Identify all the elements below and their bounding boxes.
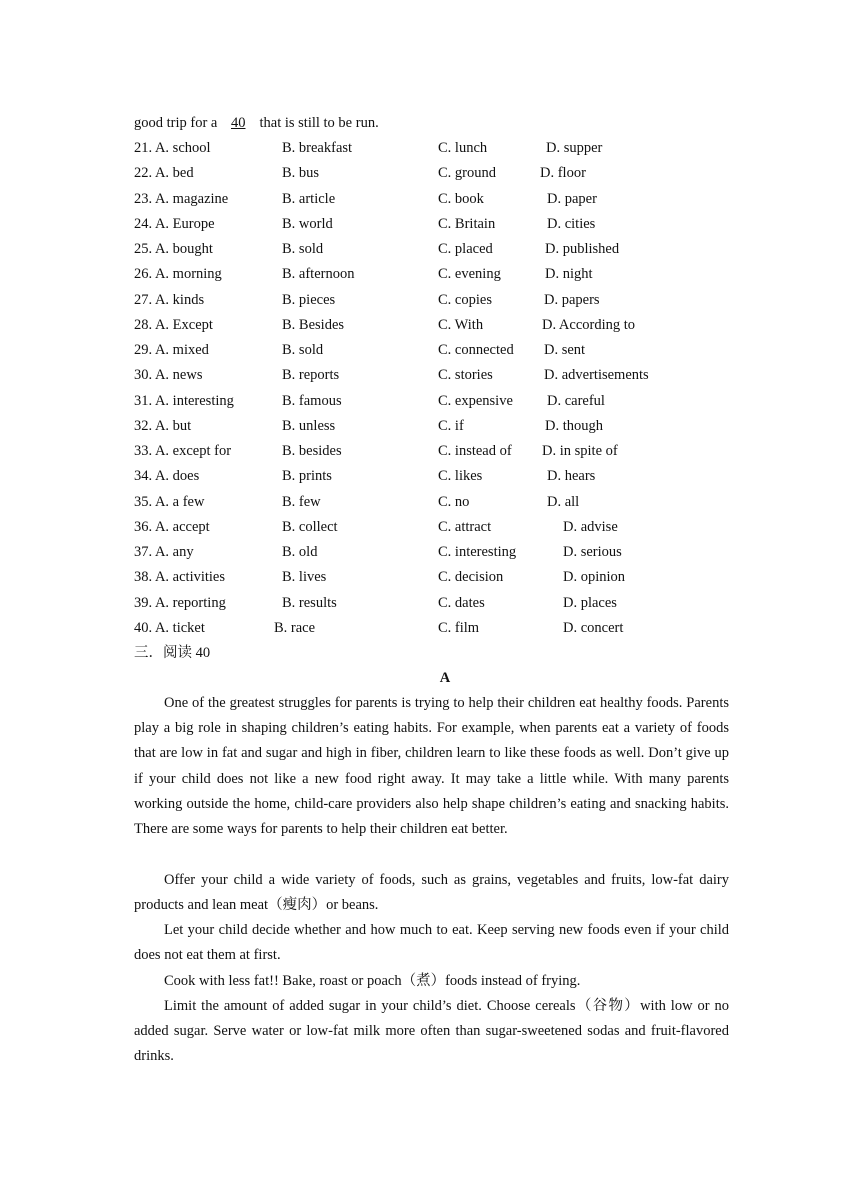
paragraph-2 (134, 868, 729, 918)
option-c: C. no (438, 493, 470, 510)
paragraph-text: Limit the amount of added sugar in your child’s diet. Choose cereals（谷物）with low or no added sugar. Serve water or low-fat milk more often than sugar-sweetened sodas and fruit-flavored drinks. (134, 998, 729, 1065)
option-b: B. lives (282, 569, 327, 586)
option-b: B. sold (282, 241, 324, 257)
option-b: B. famous (282, 392, 342, 409)
question-row (0, 164, 860, 182)
option-b: B. pieces (282, 291, 336, 308)
option-b: B. prints (282, 468, 332, 485)
top-line-after: that is still to be run. (259, 115, 379, 131)
paragraph-3 (134, 918, 729, 968)
paragraph-text: One of the greatest struggles for parents is trying to help their children eat healthy foods. Parents play a big role in shaping children’s eating habits. For example, when parents eat a variety of foods that are low in fat and sugar and high in fiber, children learn to like these foods as well. Don’t give up if your child does not like a new food right away. It may take a little while. With many parents working outside the home, child-care providers also help shape children’s eating and snacking habits. There are some ways for parents to help their children eat better. (134, 695, 729, 838)
option-a: 31. A. interesting (134, 392, 234, 409)
option-a: 26. A. morning (134, 266, 222, 283)
question-row (0, 215, 860, 233)
option-a: 34. A. does (134, 468, 200, 485)
option-c: C. attract (438, 518, 492, 535)
option-b: B. afternoon (282, 266, 355, 283)
option-a: 33. A. except for (134, 443, 232, 459)
option-d: D. all (547, 493, 580, 510)
option-c: C. placed (438, 241, 493, 257)
option-d: D. supper (546, 140, 603, 156)
question-row (0, 467, 860, 485)
option-b: B. reports (282, 367, 340, 384)
question-row (0, 291, 860, 309)
option-d: D. in spite of (542, 443, 618, 459)
option-c: C. Britain (438, 215, 496, 232)
option-b: B. results (282, 594, 337, 611)
question-row (0, 543, 860, 561)
option-c: C. stories (438, 367, 493, 384)
option-c: C. ground (438, 165, 496, 182)
option-b: B. article (282, 190, 336, 207)
paragraph-text: Offer your child a wide variety of foods, such as grains, vegetables and fruits, low-fat dairy products and lean meat（瘦肉）or beans. (134, 872, 729, 914)
blank-40: 40 (230, 115, 246, 131)
option-d: D. hears (547, 468, 596, 485)
option-d: D. published (545, 241, 620, 257)
option-b: B. race (274, 619, 316, 636)
option-a: 32. A. but (134, 417, 192, 434)
option-d: D. advise (563, 518, 618, 535)
option-a: 23. A. magazine (134, 190, 229, 207)
option-a: 30. A. news (134, 367, 203, 384)
question-row (0, 265, 860, 283)
top-line (134, 114, 379, 132)
option-a: 36. A. accept (134, 518, 210, 535)
paragraph-4 (134, 969, 729, 994)
option-a: 38. A. activities (134, 569, 226, 586)
option-c: C. instead of (438, 443, 512, 459)
option-b: B. Besides (282, 316, 345, 333)
option-d: D. opinion (563, 569, 626, 586)
option-b: B. world (282, 215, 333, 232)
option-c: C. decision (438, 569, 504, 586)
option-d: D. concert (563, 619, 624, 636)
option-b: B. besides (282, 443, 342, 459)
option-c: C. copies (438, 291, 492, 308)
question-row (0, 417, 860, 435)
option-c: C. With (438, 316, 484, 333)
question-row (0, 366, 860, 384)
question-row (0, 139, 860, 157)
option-c: C. film (438, 619, 480, 636)
option-d: D. advertisements (544, 367, 649, 384)
top-line-before: good trip for a (134, 115, 218, 131)
option-a: 37. A. any (134, 544, 194, 560)
question-row (0, 568, 860, 586)
option-d: D. papers (544, 291, 600, 308)
question-row (0, 518, 860, 536)
option-d: D. careful (547, 392, 605, 409)
option-b: B. breakfast (282, 140, 353, 156)
option-d: D. places (563, 594, 617, 611)
option-a: 40. A. ticket (134, 619, 205, 636)
option-b: B. unless (282, 417, 336, 434)
option-d: D. According to (542, 316, 636, 333)
paragraph-text: Let your child decide whether and how much to eat. Keep serving new foods even if your child does not eat them at first. (134, 922, 729, 964)
option-b: B. few (282, 493, 321, 510)
option-d: D. paper (547, 190, 597, 207)
option-d: D. night (545, 266, 593, 283)
option-b: B. old (282, 544, 318, 560)
option-a: 22. A. bed (134, 165, 194, 182)
option-a: 28. A. Except (134, 316, 213, 333)
question-row (0, 392, 860, 410)
paragraph-5 (134, 994, 729, 1070)
question-row (0, 341, 860, 359)
question-row (0, 619, 860, 637)
question-row (0, 493, 860, 511)
option-d: D. though (545, 417, 603, 434)
option-a: 29. A. mixed (134, 342, 209, 358)
question-row (0, 240, 860, 258)
option-c: C. expensive (438, 392, 513, 409)
option-a: 27. A. kinds (134, 291, 205, 308)
question-row (0, 594, 860, 612)
question-row (0, 316, 860, 334)
option-c: C. lunch (438, 140, 488, 156)
paragraph-text: Cook with less fat!! Bake, roast or poach（煮）foods instead of frying. (164, 973, 581, 989)
option-c: C. evening (438, 266, 501, 283)
option-b: B. collect (282, 518, 338, 535)
option-b: B. bus (282, 165, 320, 182)
option-a: 25. A. bought (134, 241, 213, 257)
option-d: D. cities (547, 215, 596, 232)
option-c: C. dates (438, 594, 485, 611)
option-b: B. sold (282, 342, 324, 358)
option-d: D. sent (544, 342, 586, 358)
option-c: C. book (438, 190, 484, 207)
question-row (0, 190, 860, 208)
option-d: D. floor (540, 165, 586, 182)
question-row (0, 442, 860, 460)
option-a: 39. A. reporting (134, 594, 226, 611)
option-a: 35. A. a few (134, 493, 205, 510)
paragraph-1 (134, 691, 729, 842)
option-c: C. interesting (438, 544, 517, 560)
option-c: C. connected (438, 342, 514, 358)
option-c: C. likes (438, 468, 483, 485)
section-title: 三．阅读 40 (134, 645, 211, 661)
option-a: 21. A. school (134, 140, 211, 156)
passage-heading: A (439, 670, 451, 686)
option-d: D. serious (563, 544, 622, 560)
option-a: 24. A. Europe (134, 215, 215, 232)
option-c: C. if (438, 417, 464, 434)
